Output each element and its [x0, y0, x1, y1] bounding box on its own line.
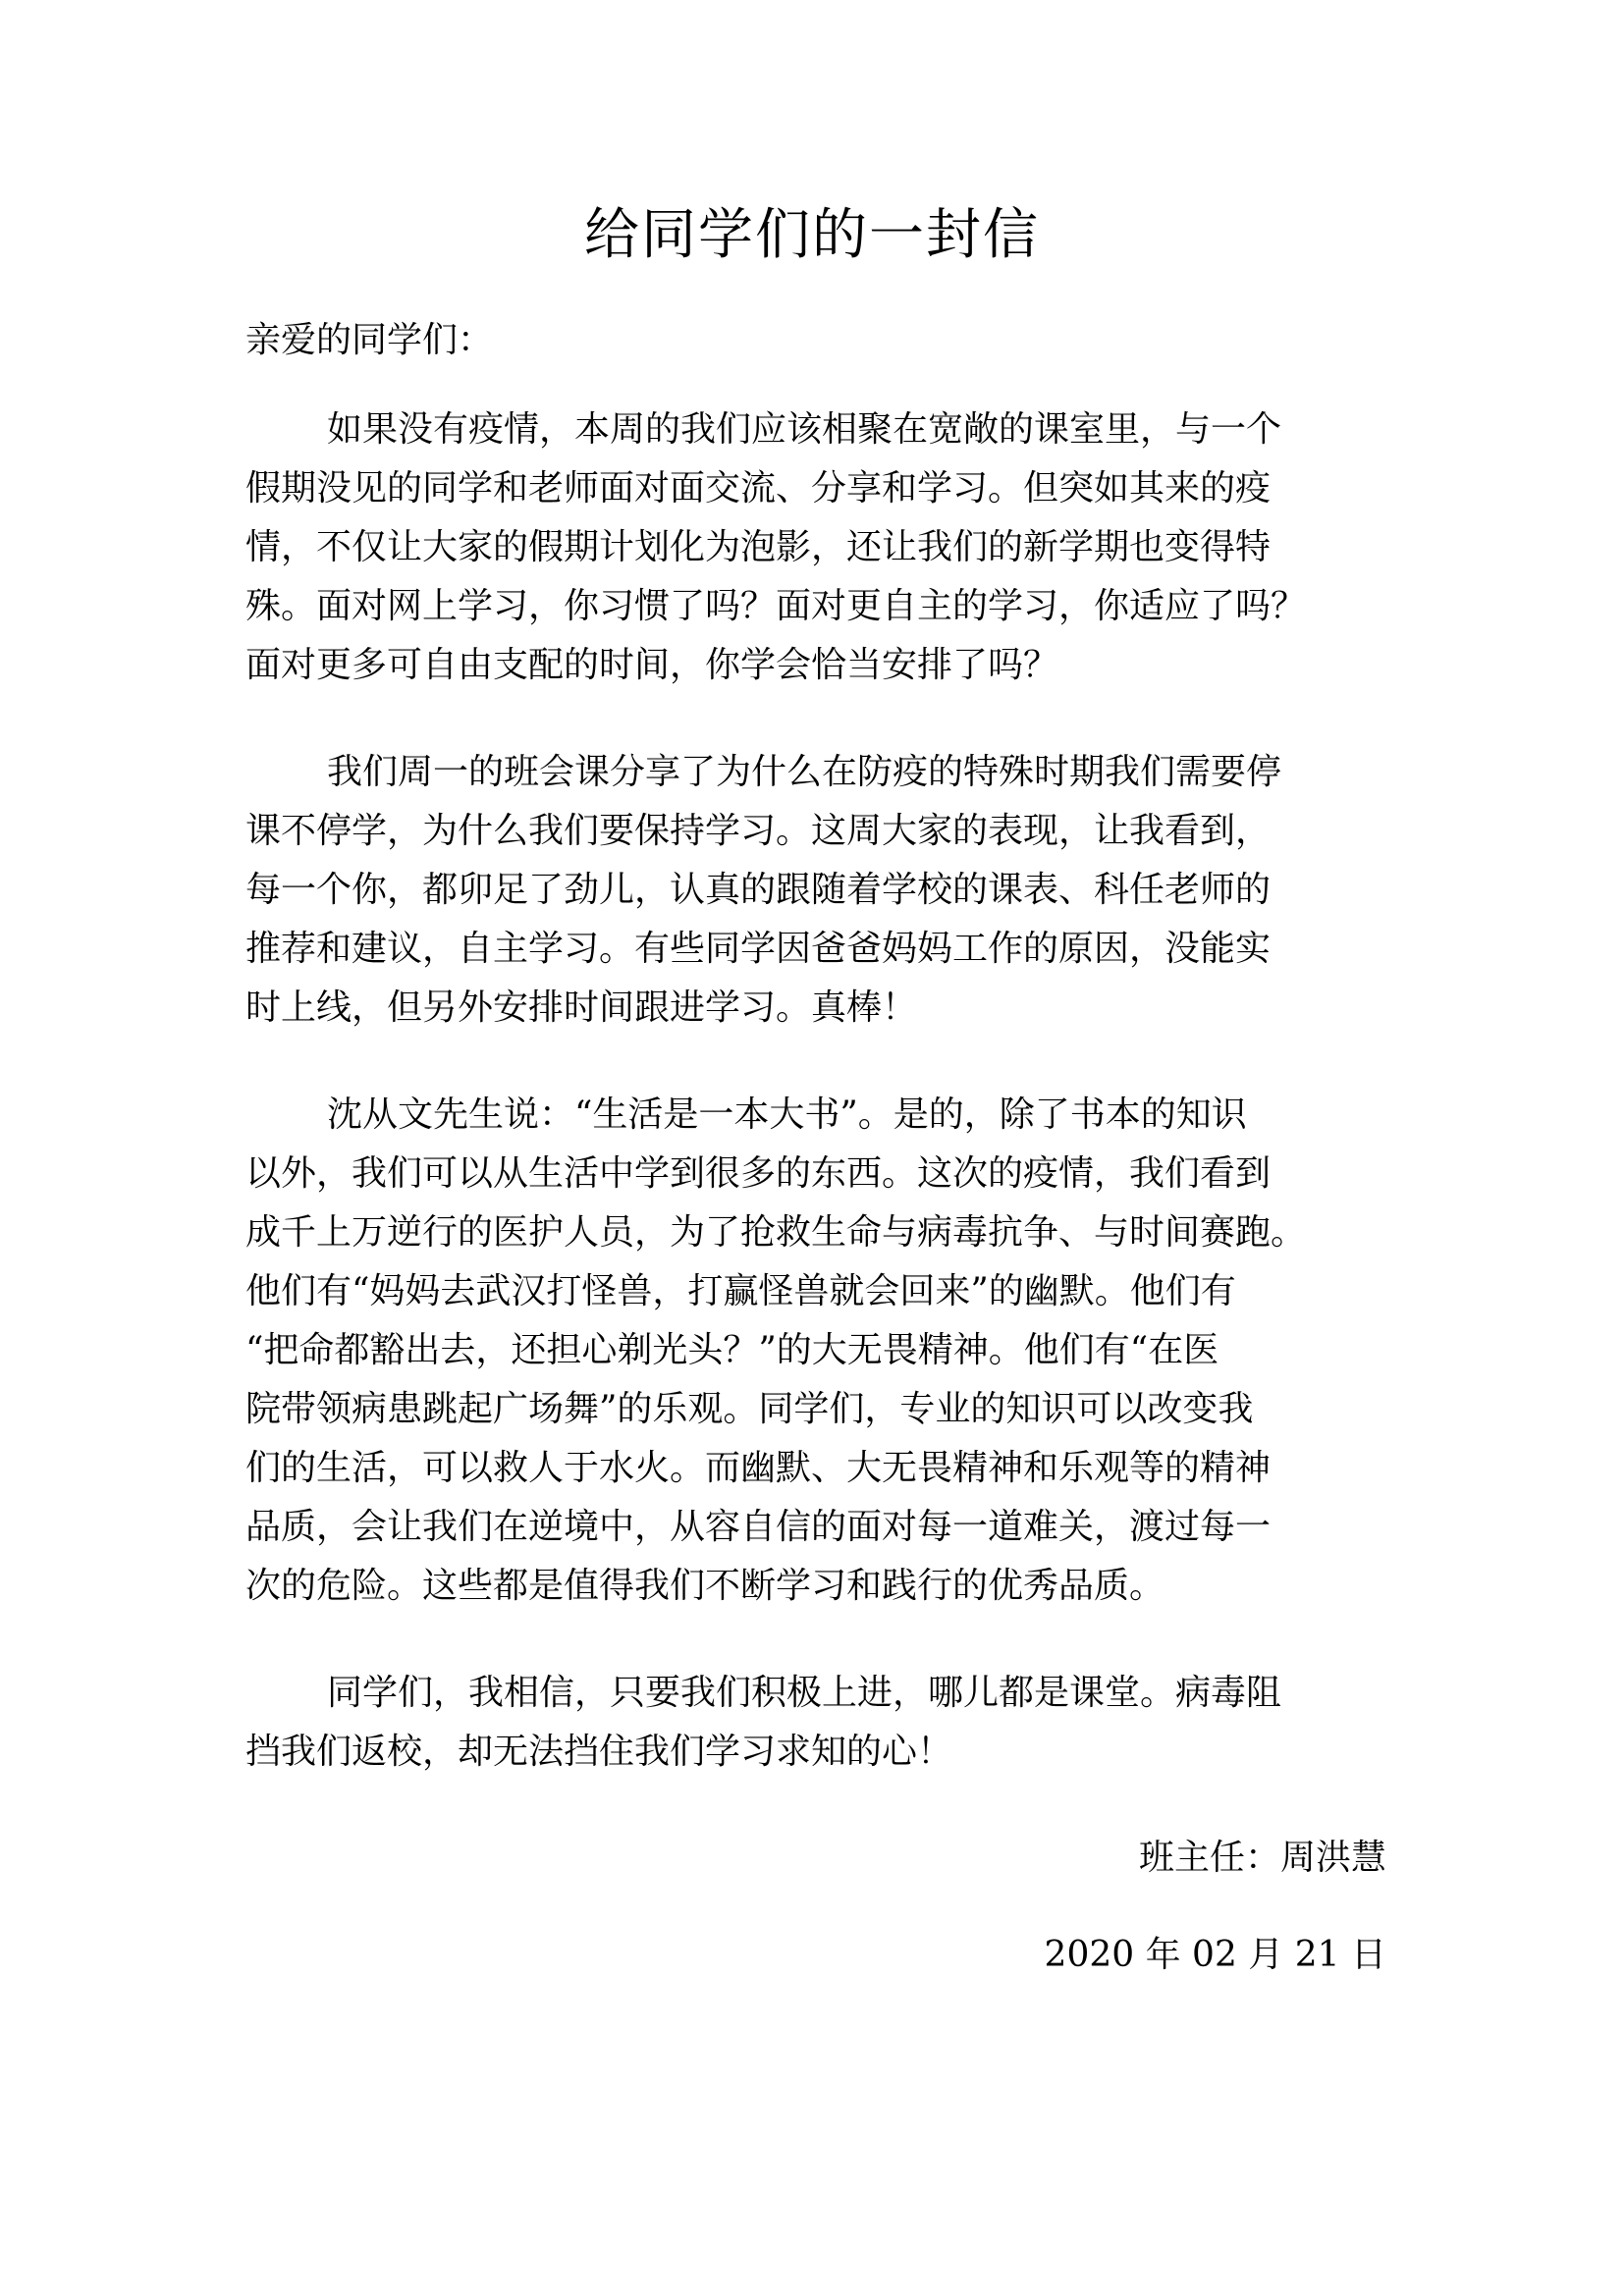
paragraph-line: 次的危险。这些都是值得我们不断学习和践行的优秀品质。	[245, 1566, 1165, 1606]
paragraph-line: 成千上万逆行的医护人员，为了抢救生命与病毒抗争、与时间赛跑。	[245, 1212, 1307, 1253]
paragraph-line: 如果没有疫情，本周的我们应该相聚在宽敞的课室里，与一个	[327, 409, 1282, 450]
paragraph-line: 殊。面对网上学习，你习惯了吗？面对更自主的学习，你适应了吗？	[245, 586, 1307, 626]
paragraph-line: 假期没见的同学和老师面对面交流、分享和学习。但突如其来的疫	[245, 468, 1272, 508]
paragraph-line: 我们周一的班会课分享了为什么在防疫的特殊时期我们需要停	[327, 752, 1282, 792]
salutation: 亲爱的同学们：	[245, 320, 494, 360]
paragraph-line: 沈从文先生说：“生活是一本大书”。是的，除了书本的知识	[327, 1095, 1247, 1135]
paragraph-line: 面对更多可自由支配的时间，你学会恰当安排了吗？	[245, 645, 1059, 685]
letter-date: 2020 年 02 月 21 日	[1044, 1935, 1386, 1975]
paragraph-line: 品质，会让我们在逆境中，从容自信的面对每一道难关，渡过每一	[245, 1507, 1272, 1547]
paragraph-line: 院带领病患跳起广场舞”的乐观。同学们，专业的知识可以改变我	[245, 1389, 1254, 1429]
paragraph-line: 推荐和建议，自主学习。有些同学因爸爸妈妈工作的原因，没能实	[245, 929, 1272, 969]
paragraph-line: 同学们，我相信，只要我们积极上进，哪儿都是课堂。病毒阻	[327, 1673, 1282, 1713]
signature: 班主任：周洪慧	[1138, 1838, 1386, 1878]
paragraph-line: 每一个你，都卯足了劲儿，认真的跟随着学校的课表、科任老师的	[245, 870, 1272, 910]
paragraph-line: 课不停学，为什么我们要保持学习。这周大家的表现，让我看到，	[245, 811, 1272, 851]
paragraph-line: 们的生活，可以救人于水火。而幽默、大无畏精神和乐观等的精神	[245, 1448, 1272, 1488]
letter-title: 给同学们的一封信	[584, 203, 1040, 267]
paragraph-line: 情，不仅让大家的假期计划化为泡影，还让我们的新学期也变得特	[245, 527, 1272, 567]
paragraph-line: 他们有“妈妈去武汉打怪兽，打赢怪兽就会回来”的幽默。他们有	[245, 1271, 1236, 1311]
paragraph-line: 以外，我们可以从生活中学到很多的东西。这次的疫情，我们看到	[245, 1153, 1272, 1194]
paragraph-line: “把命都豁出去，还担心剃光头？”的大无畏精神。他们有“在医	[245, 1330, 1219, 1370]
paragraph-line: 时上线，但另外安排时间跟进学习。真棒！	[245, 988, 918, 1028]
paragraph-line: 挡我们返校，却无法挡住我们学习求知的心！	[245, 1732, 953, 1772]
